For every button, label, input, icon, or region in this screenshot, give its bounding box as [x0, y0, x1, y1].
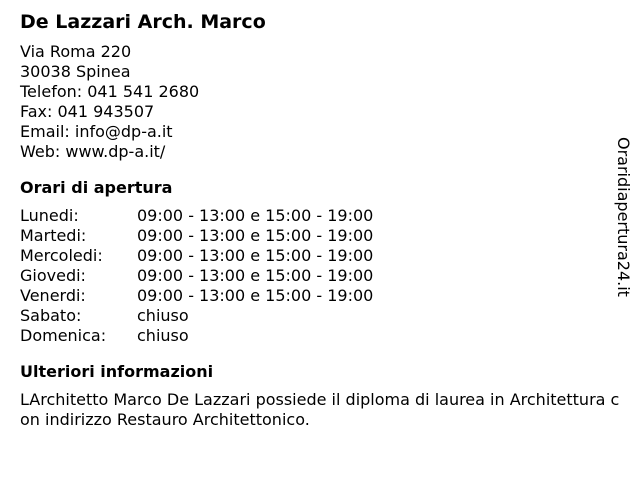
hours-day: Giovedi: [20, 266, 86, 285]
hours-row [20, 326, 620, 346]
hours-day: Domenica: [20, 326, 107, 345]
hours-row [20, 286, 620, 306]
more-info-text: LArchitetto Marco De Lazzari possiede il diploma di laurea in Architettura con indirizzo Restauro Architettonico. [20, 390, 620, 429]
hours-day: Venerdi: [20, 286, 86, 305]
hours-day: Sabato: [20, 306, 82, 325]
fax-number: Fax: 041 943507 [20, 102, 155, 121]
opening-hours-heading: Orari di apertura [20, 178, 173, 197]
hours-time: 09:00 - 13:00 e 15:00 - 19:00 [137, 246, 374, 265]
hours-time: chiuso [137, 306, 189, 325]
opening-hours-table [20, 206, 620, 346]
phone-number: Telefon: 041 541 2680 [20, 82, 200, 101]
hours-row [20, 226, 620, 246]
address-street: Via Roma 220 [20, 42, 132, 61]
hours-row [20, 266, 620, 286]
website-address: Web: www.dp-a.it/ [20, 142, 166, 161]
hours-row [20, 306, 620, 326]
hours-time: chiuso [137, 326, 189, 345]
business-name: De Lazzari Arch. Marco [20, 11, 266, 33]
hours-row [20, 206, 620, 226]
site-watermark: Oraridiapertura24.it [614, 137, 633, 297]
hours-day: Lunedi: [20, 206, 79, 225]
hours-row [20, 246, 620, 266]
hours-day: Mercoledi: [20, 246, 103, 265]
email-address: Email: info@dp-a.it [20, 122, 173, 141]
hours-time: 09:00 - 13:00 e 15:00 - 19:00 [137, 266, 374, 285]
business-info-card [20, 10, 620, 430]
hours-time: 09:00 - 13:00 e 15:00 - 19:00 [137, 226, 374, 245]
address-city: 30038 Spinea [20, 62, 131, 81]
hours-day: Martedi: [20, 226, 87, 245]
more-info-heading: Ulteriori informazioni [20, 362, 214, 381]
hours-time: 09:00 - 13:00 e 15:00 - 19:00 [137, 286, 374, 305]
hours-time: 09:00 - 13:00 e 15:00 - 19:00 [137, 206, 374, 225]
